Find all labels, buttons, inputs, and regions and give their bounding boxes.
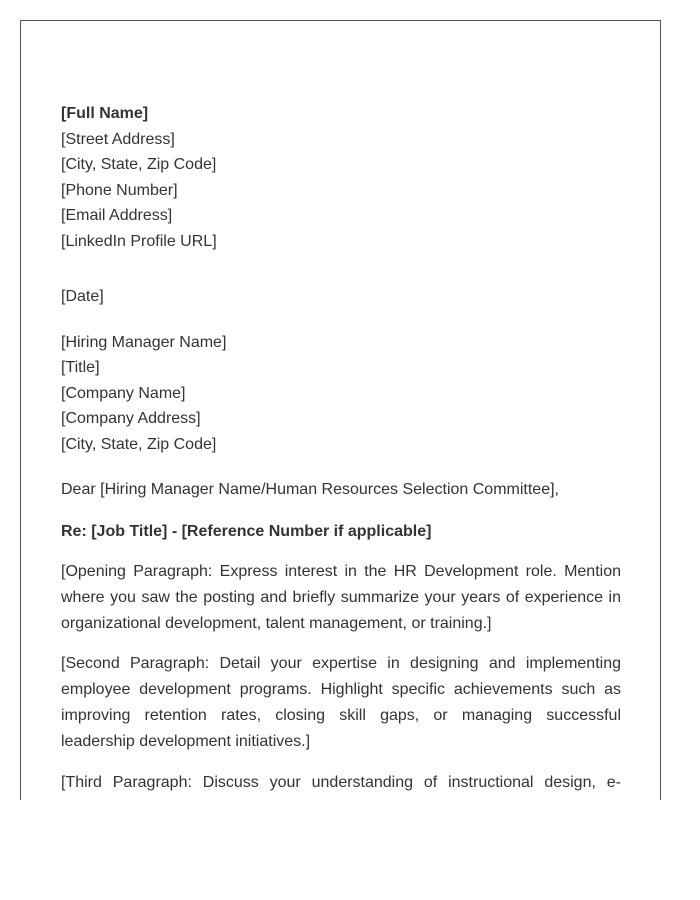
recipient-company: [Company Name] [61,384,186,402]
sender-city: [City, State, Zip Code] [61,156,217,173]
salutation: Dear [Hiring Manager Name/Human Resources Selection Committee], [61,481,559,498]
recipient-block [61,330,621,458]
sender-email: [Email Address] [61,207,173,224]
letter-body [61,101,621,795]
recipient-title: [Title] [61,359,100,376]
recipient-name: [Hiring Manager Name] [61,333,227,351]
sender-street: [Street Address] [61,130,175,148]
sender-phone: [Phone Number] [61,181,178,199]
second-paragraph: [Second Paragraph: Detail your expertise in designing and implementing employee development programs. Highlight specific achievements such as improving retention rates, closing skill gaps, or managing successful leadership development initiatives.] [61,655,621,750]
recipient-city: [City, State, Zip Code] [61,435,217,453]
letter-date: [Date] [61,288,104,305]
opening-paragraph: [Opening Paragraph: Express interest in the HR Development role. Mention where you saw the posting and briefly summarize your years of experience in organizational development, talent management, or training.] [61,563,621,632]
letter-page [20,20,661,800]
sender-linkedin: [LinkedIn Profile URL] [61,232,217,250]
sender-block [61,101,621,254]
sender-name: [Full Name] [61,105,149,122]
subject-line: Re: [Job Title] - [Reference Number if applicable] [61,522,432,540]
third-paragraph: [Third Paragraph: Discuss your understanding of instructional design, e- [61,773,621,791]
recipient-address: [Company Address] [61,410,201,427]
